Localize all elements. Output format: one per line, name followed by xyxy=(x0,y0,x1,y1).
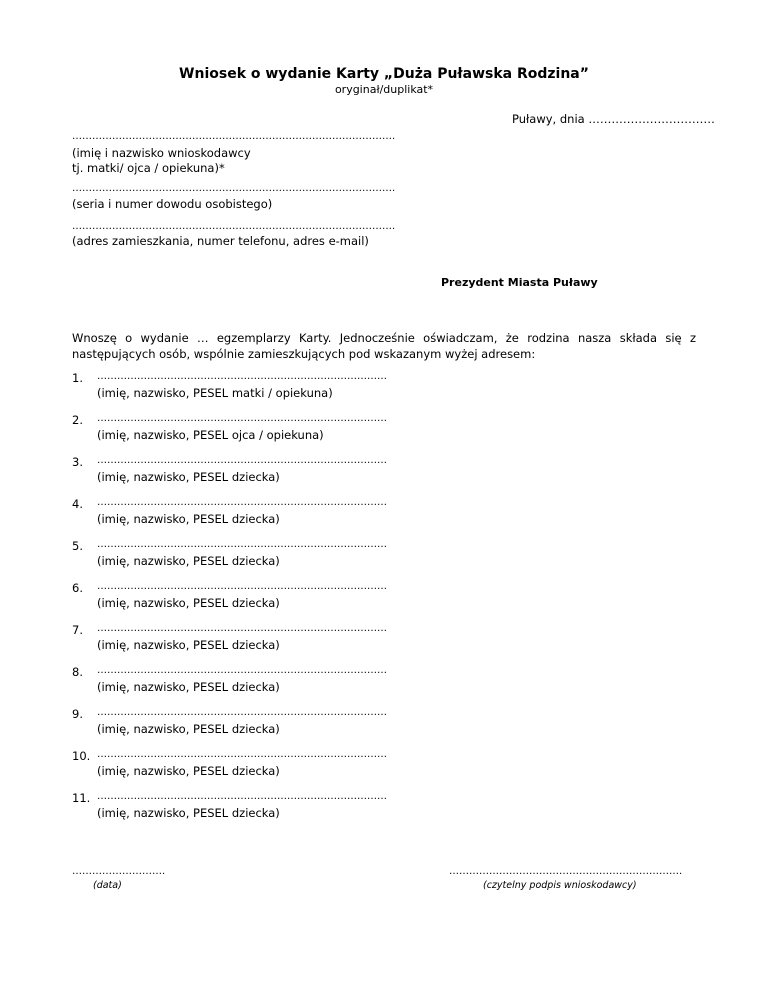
member-number: 7. xyxy=(72,623,83,637)
member-entry-label: (imię, nazwisko, PESEL dziecka) xyxy=(97,764,280,778)
member-entry-line: …………………………………………………………………………… xyxy=(97,707,387,718)
member-entry-label: (imię, nazwisko, PESEL ojca / opiekuna) xyxy=(97,428,324,442)
member-entry-line: …………………………………………………………………………… xyxy=(97,455,387,466)
member-entry-label: (imię, nazwisko, PESEL dziecka) xyxy=(97,680,280,694)
member-number: 8. xyxy=(72,665,83,679)
member-entry-line: …………………………………………………………………………… xyxy=(97,539,387,550)
date-label: (data) xyxy=(93,880,122,891)
member-entry-label: (imię, nazwisko, PESEL dziecka) xyxy=(97,596,280,610)
address-label: (adres zamieszkania, numer telefonu, adres e-mail) xyxy=(72,234,369,248)
signature-line: ……………………………………………………………. xyxy=(449,866,683,877)
member-entry-line: …………………………………………………………………………… xyxy=(97,581,387,592)
member-entry-line: …………………………………………………………………………… xyxy=(97,497,387,508)
member-number: 6. xyxy=(72,581,83,595)
member-number: 2. xyxy=(72,413,83,427)
signature-label: (czytelny podpis wnioskodawcy) xyxy=(483,880,637,891)
member-entry-line: …………………………………………………………………………… xyxy=(97,413,387,424)
date-line: ………………………. xyxy=(72,866,166,877)
member-entry-line: …………………………………………………………………………… xyxy=(97,791,387,802)
member-entry-label: (imię, nazwisko, PESEL dziecka) xyxy=(97,554,280,568)
member-entry-label: (imię, nazwisko, PESEL dziecka) xyxy=(97,512,280,526)
body-paragraph: Wnoszę o wydanie … egzemplarzy Karty. Jednocześnie oświadczam, że rodzina nasza składa się z następujących osób, wspólnie zamieszkujących pod wskazanym wyżej adresem: xyxy=(72,331,696,361)
addressee: Prezydent Miasta Puławy xyxy=(441,276,598,289)
member-entry-label: (imię, nazwisko, PESEL dziecka) xyxy=(97,806,280,820)
applicant-name-label: (imię i nazwisko wnioskodawcy xyxy=(72,146,251,160)
member-entry-label: (imię, nazwisko, PESEL matki / opiekuna) xyxy=(97,386,333,400)
member-number: 4. xyxy=(72,497,83,511)
member-entry-label: (imię, nazwisko, PESEL dziecka) xyxy=(97,470,280,484)
applicant-name-line: ……………………………………………………………………………………. xyxy=(72,131,396,142)
member-entry-line: …………………………………………………………………………… xyxy=(97,371,387,382)
member-entry-line: …………………………………………………………………………… xyxy=(97,749,387,760)
member-number: 10. xyxy=(72,749,91,763)
member-entry-line: …………………………………………………………………………… xyxy=(97,623,387,634)
document-subtitle: oryginał/duplikat* xyxy=(334,83,434,96)
id-number-label: (seria i numer dowodu osobistego) xyxy=(72,197,273,211)
applicant-name-label-2: tj. matki/ ojca / opiekuna)* xyxy=(72,161,225,175)
member-number: 3. xyxy=(72,455,83,469)
document-title: Wniosek o wydanie Karty „Duża Puławska Rodzina” xyxy=(179,66,589,82)
address-line: ……………………………………………………………………………………. xyxy=(72,221,396,232)
member-entry-line: …………………………………………………………………………… xyxy=(97,665,387,676)
member-number: 9. xyxy=(72,707,83,721)
place-date-field: Puławy, dnia …………………………… xyxy=(512,112,715,126)
member-entry-label: (imię, nazwisko, PESEL dziecka) xyxy=(97,638,280,652)
member-number: 1. xyxy=(72,371,83,385)
member-number: 11. xyxy=(72,791,91,805)
member-entry-label: (imię, nazwisko, PESEL dziecka) xyxy=(97,722,280,736)
id-number-line: ……………………………………………………………………………………. xyxy=(72,183,396,194)
member-number: 5. xyxy=(72,539,83,553)
